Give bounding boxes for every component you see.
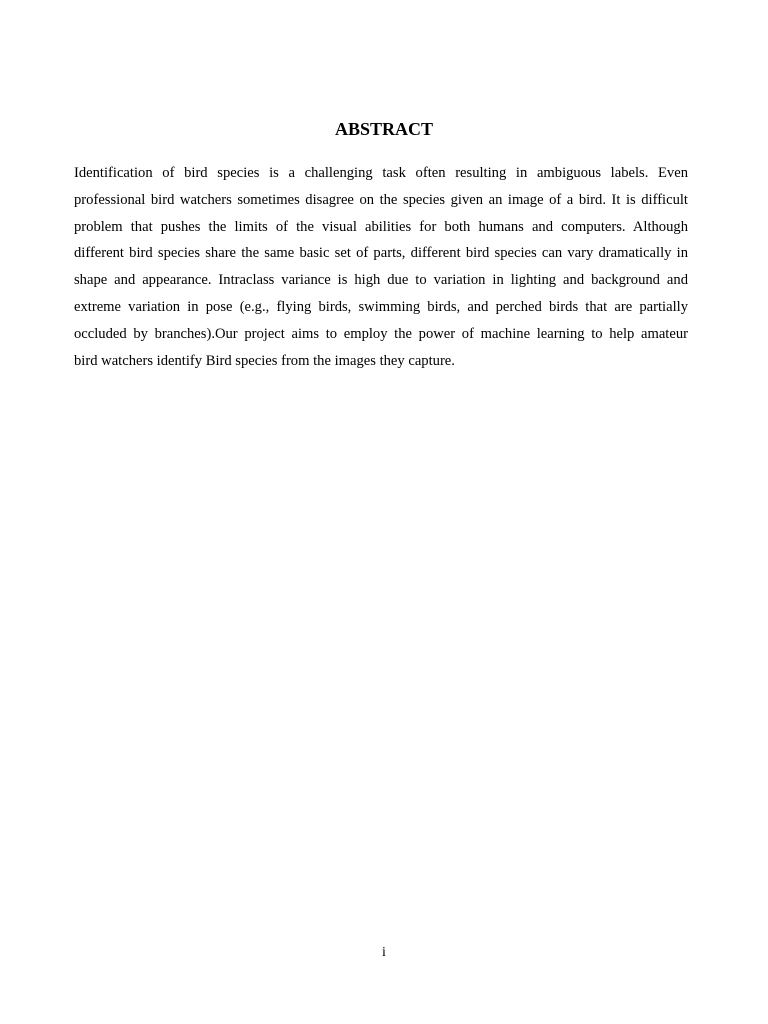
abstract-heading: ABSTRACT: [334, 119, 434, 139]
abstract-line: different bird species share the same basic set of parts, different bird species can vary dramatically in: [74, 245, 688, 262]
abstract-line: problem that pushes the limits of the visual abilities for both humans and computers. Although: [74, 218, 688, 235]
abstract-line: shape and appearance. Intraclass variance is high due to variation in lighting and background and: [74, 272, 688, 289]
abstract-line: extreme variation in pose (e.g., flying birds, swimming birds, and perched birds that are partially: [74, 298, 688, 315]
abstract-line: bird watchers identify Bird species from the images they capture.: [74, 352, 455, 369]
abstract-line: occluded by branches).Our project aims to employ the power of machine learning to help amateur: [74, 325, 688, 342]
abstract-line: Identification of bird species is a challenging task often resulting in ambiguous labels. Even: [74, 165, 688, 181]
abstract-line: professional bird watchers sometimes disagree on the species given an image of a bird. It is difficult: [74, 191, 688, 208]
page-number: i: [382, 945, 386, 960]
abstract-paragraph: [74, 160, 688, 374]
